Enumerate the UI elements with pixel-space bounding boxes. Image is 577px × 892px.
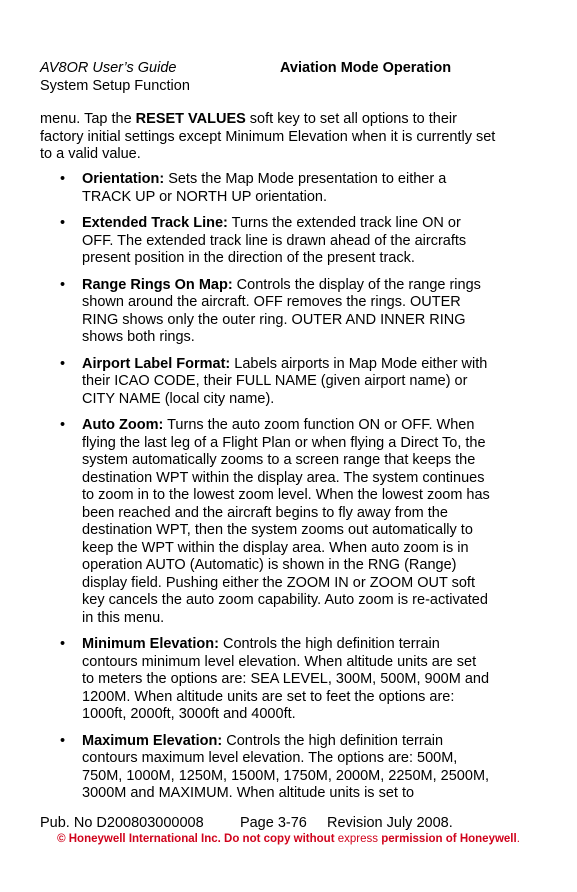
intro-text-after: soft key to set all options to their factory initial settings except Minimum Elevation when it is currently set to a valid value. — [40, 111, 496, 162]
bullet-icon: • — [60, 636, 66, 652]
page-number: Page 3-76 — [239, 815, 307, 831]
item-text: Labels airports in Map Mode either with their ICAO CODE, their FULL NAME (given airport name) or CITY NAME (local city name). — [82, 355, 488, 407]
list-item — [0, 636, 492, 724]
bullet-icon: • — [60, 417, 66, 433]
reset-values-key: RESET VALUES — [135, 111, 246, 127]
list-item — [0, 733, 492, 803]
footer-publication — [40, 815, 453, 831]
section-title: Aviation Mode Operation — [280, 60, 452, 76]
item-text: Controls the high definition terrain contours minimum level elevation. When altitude units are set to meters the options are: SEA LEVEL, 300M, 500M, 900M and 1200M. When altitude units are set to feet the options are: 1000ft, 2000ft, 3000ft and 4000ft. — [82, 636, 490, 722]
item-term: Auto Zoom: — [82, 417, 164, 433]
item-term: Maximum Elevation: — [82, 732, 223, 749]
settings-list — [0, 171, 492, 812]
copyright-notice — [0, 832, 577, 846]
list-item — [0, 417, 492, 627]
copyright-part-3: permission of Honeywell — [381, 833, 517, 845]
subsection-title: System Setup Function — [40, 78, 190, 94]
intro-text-before: menu. Tap the — [40, 111, 136, 127]
bullet-icon: • — [60, 355, 66, 372]
item-text: Turns the extended track line ON or OFF. The extended track line is drawn ahead of the aircrafts present position in the direction of the present track. — [82, 215, 467, 266]
copyright-part-2: express — [334, 833, 382, 845]
item-term: Range Rings On Map: — [82, 276, 233, 293]
bullet-icon: • — [60, 215, 66, 231]
item-text: Sets the Map Mode presentation to either a TRACK UP or NORTH UP orientation. — [82, 171, 447, 205]
intro-paragraph — [40, 111, 500, 164]
list-item — [0, 171, 492, 206]
bullet-icon: • — [60, 732, 66, 749]
pub-number: Pub. No D200803000008 — [40, 815, 204, 831]
item-text: Controls the high definition terrain contours maximum level elevation. The options are: 500M, 750M, 1000M, 1250M, 1500M, 1750M, 2000M, 2250M, 2500M, 3000M and MAXIMUM. When altitude units is set to — [82, 732, 490, 801]
item-term: Airport Label Format: — [82, 355, 231, 372]
copyright-part-4: . — [516, 833, 520, 845]
item-text: Controls the display of the range rings shown around the aircraft. OFF removes the rings. OUTER RING shows only the outer ring. OUTER AND INNER RING shows both rings. — [82, 276, 481, 345]
list-item — [0, 215, 492, 268]
item-term: Minimum Elevation: — [82, 636, 219, 652]
bullet-icon: • — [60, 171, 66, 187]
copyright-part-1: © Honeywell International Inc. Do not copy without — [57, 833, 335, 845]
item-text: Turns the auto zoom function ON or OFF. When flying the last leg of a Flight Plan or when flying a Direct To, the system automatically zooms to a screen range that keeps the destination WPT within the display area. The system continues to zoom in to the lowest zoom level. When the lowest zoom has been reached and the aircraft begins to fly away from the destination WPT, then the system zooms out automatically to keep the WPT within the display area. When auto zoom is in operation AUTO (Automatic) is shown in the RNG (Range) display field. Pushing either the ZOOM IN or ZOOM OUT soft key cancels the auto zoom capability. Auto zoom is re-activated in this menu. — [82, 417, 490, 626]
item-term: Extended Track Line: — [82, 215, 228, 231]
guide-title: AV8OR User’s Guide — [40, 60, 177, 76]
item-term: Orientation: — [82, 171, 165, 187]
revision: Revision July 2008. — [327, 815, 453, 831]
list-item — [0, 277, 492, 347]
bullet-icon: • — [60, 276, 66, 293]
list-item — [0, 356, 492, 409]
